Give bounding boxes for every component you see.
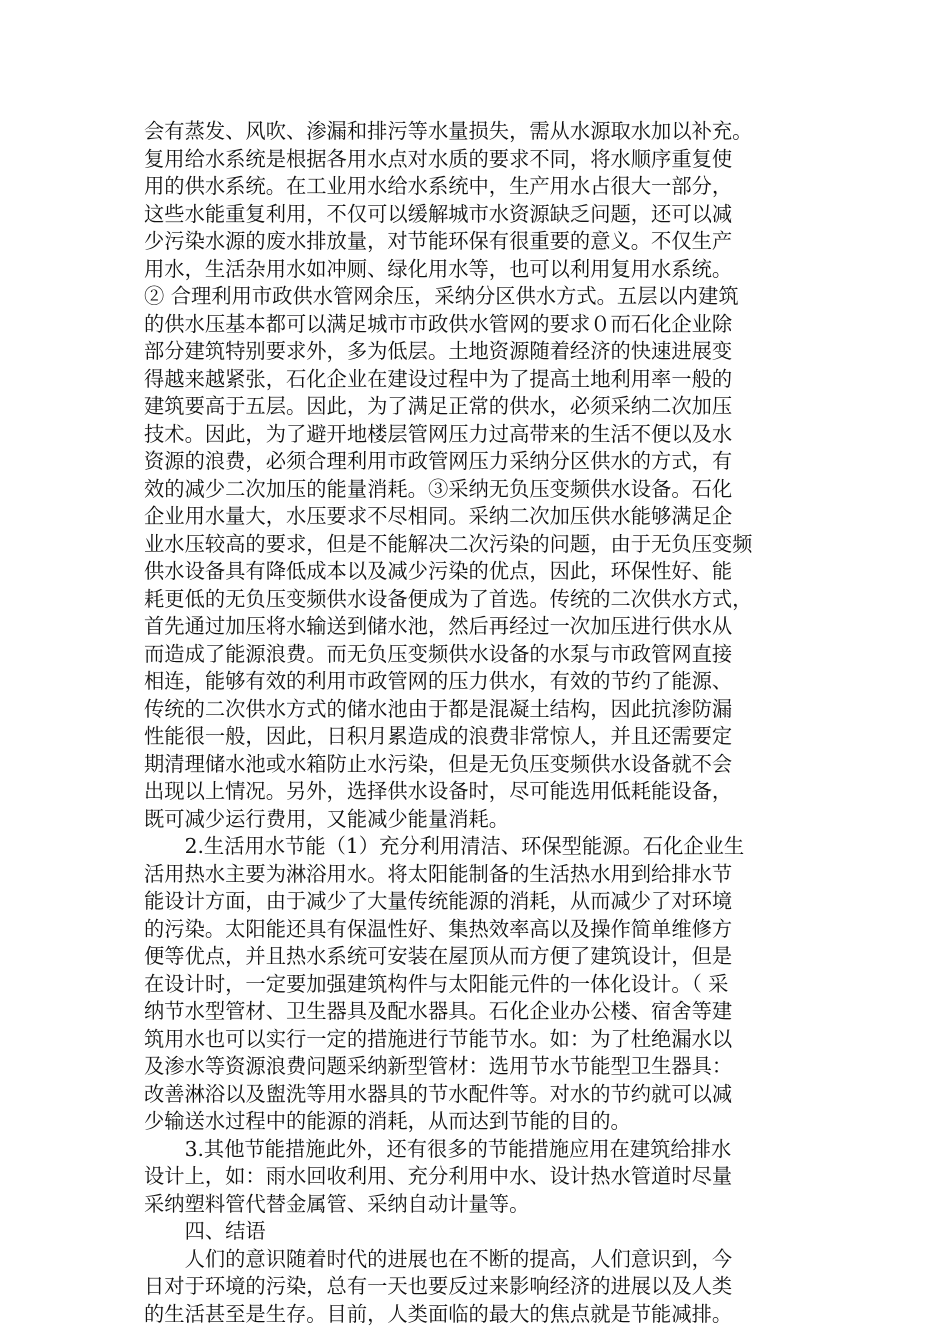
text-line: 筑用水也可以实行一定的措施进行节能节水。如：为了杜绝漏水以 xyxy=(144,1026,733,1051)
text-line: 得越来越紧张，石化企业在建设过程中为了提高土地利用率一般的 xyxy=(144,366,733,391)
text-line: 出现以上情况。另外，选择供水设备时，尽可能选用低耗能设备， xyxy=(144,779,733,803)
text-line: 传统的二次供水方式的储水池由于都是混凝土结构，因此抗渗防漏 xyxy=(144,696,733,721)
text-line: 既可减少运行费用，又能减少能量消耗。 xyxy=(144,806,510,831)
text-line: 建筑要高于五层。因此，为了满足正常的供水，必须采纳二次加压 xyxy=(144,394,733,418)
text-line: 四、结语 xyxy=(144,1219,266,1243)
text-line: 耗更低的无负压变频供水设备便成为了首选。传统的二次供水方式， xyxy=(144,586,753,611)
text-line: 首先通过加压将水输送到储水池，然后再经过一次加压进行供水从 xyxy=(144,614,733,638)
document-page xyxy=(144,118,814,1328)
text-line: 期清理储水池或水箱防止水污染，但是无负压变频供水设备就不会 xyxy=(144,751,733,776)
text-line: 及渗水等资源浪费问题采纳新型管材：选用节水节能型卫生器具： xyxy=(144,1054,733,1078)
text-line: 便等优点，并且热水系统可安装在屋顶从而方便了建筑设计，但是 xyxy=(144,944,733,968)
text-line: 而造成了能源浪费。而无负压变频供水设备的水泵与市政管网直接 xyxy=(144,641,733,666)
text-line: 部分建筑特别要求外，多为低层。土地资源随着经济的快速进展变 xyxy=(144,339,733,363)
text-line: 的供水压基本都可以满足城市市政供水管网的要求０而石化企业除 xyxy=(144,311,733,336)
text-line: 在设计时，一定要加强建筑构件与太阳能元件的一体化设计。（ 采 xyxy=(144,971,729,996)
text-line: 少污染水源的废水排放量，对节能环保有很重要的意义。不仅生产 xyxy=(144,229,733,253)
text-line: 的生活甚至是生存。目前，人类面临的最大的焦点就是节能减排。 xyxy=(144,1301,733,1326)
text-line: 这些水能重复利用，不仅可以缓解城市水资源缺乏问题，还可以减 xyxy=(144,201,733,226)
text-line: 资源的浪费，必须合理利用市政管网压力采纳分区供水的方式，有 xyxy=(144,449,733,473)
text-line: 用水，生活杂用水如冲厕、绿化用水等，也可以利用复用水系统。 xyxy=(144,256,733,281)
text-line: 技术。因此，为了避开地楼层管网压力过高带来的生活不便以及水 xyxy=(144,421,733,446)
text-line: 活用热水主要为淋浴用水。将太阳能制备的生活热水用到给排水节 xyxy=(144,861,733,886)
text-line: 供水设备具有降低成本以及减少污染的优点，因此，环保性好、能 xyxy=(144,559,733,583)
text-line: ② 合理利用市政供水管网余压，采纳分区供水方式。五层以内建筑 xyxy=(144,284,739,308)
text-line: 复用给水系统是根据各用水点对水质的要求不同，将水顺序重复使 xyxy=(144,146,733,171)
text-line: 用的供水系统。在工业用水给水系统中，生产用水占很大一部分， xyxy=(144,174,733,198)
text-line: 企业用水量大，水压要求不尽相同。采纳二次加压供水能够满足企 xyxy=(144,504,733,528)
text-line: 会有蒸发、风吹、渗漏和排污等水量损失，需从水源取水加以补充。 xyxy=(144,119,753,143)
text-line: 2.生活用水节能（1）充分利用清洁、环保型能源。石化企业生 xyxy=(144,834,745,858)
text-line: 少输送水过程中的能源的消耗，从而达到节能的目的。 xyxy=(144,1109,631,1133)
text-line: 业水压较高的要求，但是不能解决二次污染的问题，由于无负压变频 xyxy=(144,531,753,556)
text-line: 纳节水型管材、卫生器具及配水器具。石化企业办公楼、宿舍等建 xyxy=(144,999,733,1023)
text-line: 采纳塑料管代替金属管、采纳自动计量等。 xyxy=(144,1191,530,1216)
text-line: 改善淋浴以及盥洗等用水器具的节水配件等。对水的节约就可以减 xyxy=(144,1081,733,1106)
text-line: 的污染。太阳能还具有保温性好、集热效率高以及操作简单维修方 xyxy=(144,916,733,941)
text-line: 相连，能够有效的利用市政管网的压力供水，有效的节约了能源、 xyxy=(144,669,733,693)
text-line: 3.其他节能措施此外，还有很多的节能措施应用在建筑给排水 xyxy=(144,1136,732,1161)
text-line: 设计上，如：雨水回收利用、充分利用中水、设计热水管道时尽量 xyxy=(144,1164,733,1188)
text-line: 日对于环境的污染，总有一天也要反过来影响经济的进展以及人类 xyxy=(144,1274,733,1298)
text-line: 性能很一般，因此，日积月累造成的浪费非常惊人，并且还需要定 xyxy=(144,724,733,748)
text-line: 人们的意识随着时代的进展也在不断的提高，人们意识到，今 xyxy=(144,1246,733,1271)
text-line: 效的减少二次加压的能量消耗。③采纳无负压变频供水设备。石化 xyxy=(144,476,733,501)
text-line: 能设计方面，由于减少了大量传统能源的消耗，从而减少了对环境 xyxy=(144,889,733,913)
